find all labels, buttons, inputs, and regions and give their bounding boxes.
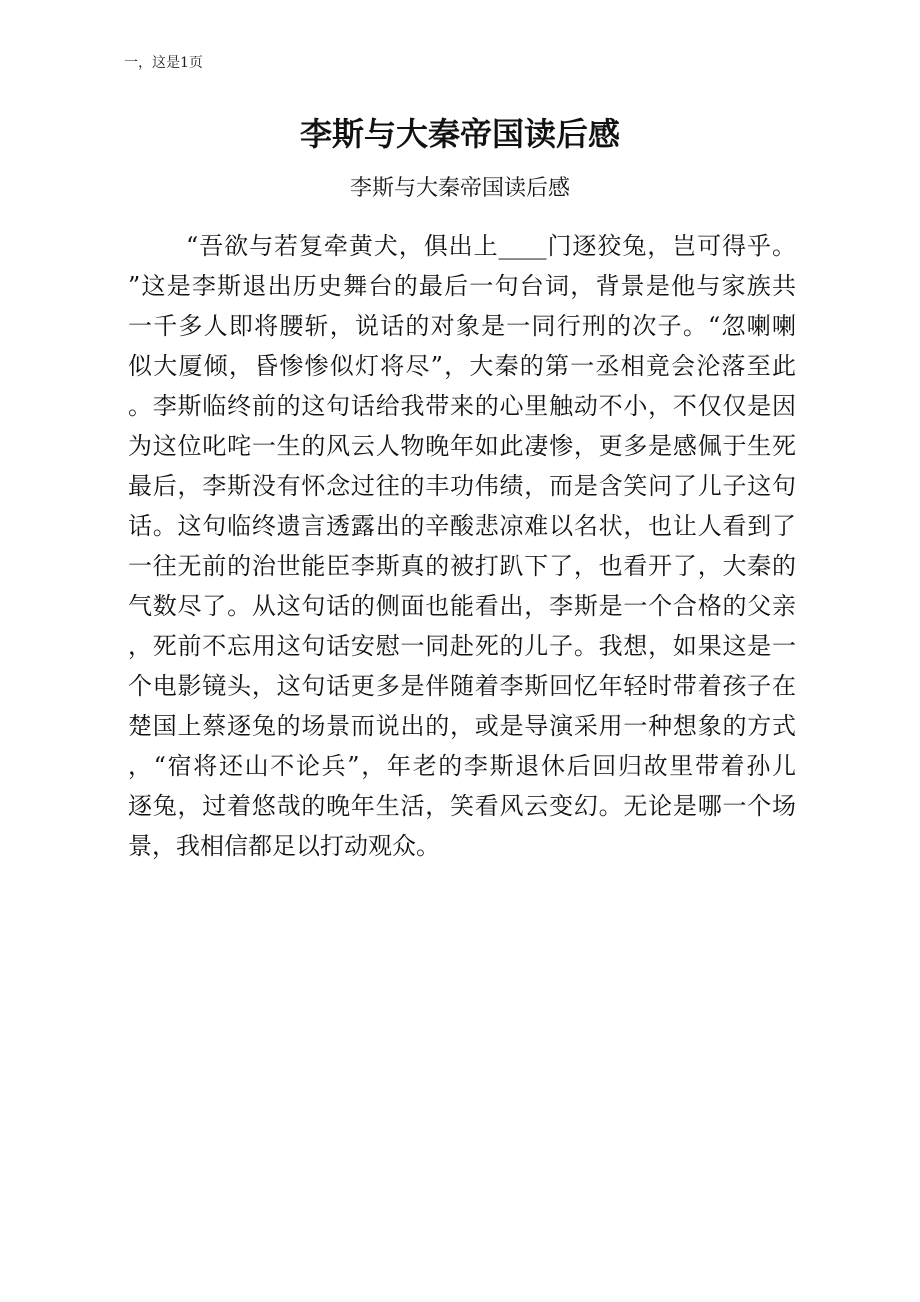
body-line: 话。这句临终遗言透露出的辛酸悲凉难以名状，也让人看到了 <box>128 512 796 540</box>
document-subtitle: 李斯与大秦帝国读后感 <box>349 176 570 201</box>
body-line: 。李斯临终前的这句话给我带来的心里触动不小，不仅仅是因 <box>128 392 796 420</box>
body-text <box>128 226 796 866</box>
body-line: 似大厦倾，昏惨惨似灯将尽”，大秦的第一丞相竟会沦落至此 <box>128 352 796 380</box>
body-line: 逐兔，过着悠哉的晚年生活，笑看风云变幻。无论是哪一个场 <box>128 792 796 820</box>
body-line: “吾欲与若复牵黄犬，俱出上____门逐狡兔，岂可得乎。 <box>186 232 796 260</box>
body-line: ，死前不忘用这句话安慰一同赴死的儿子。我想，如果这是一 <box>128 632 796 660</box>
body-line: 最后，李斯没有怀念过往的丰功伟绩，而是含笑问了儿子这句 <box>128 472 796 500</box>
body-line: ，“宿将还山不论兵”，年老的李斯退休后回归故里带着孙儿 <box>128 752 796 780</box>
body-line: 为这位叱咤一生的风云人物晚年如此凄惨，更多是感佩于生死 <box>128 432 796 460</box>
body-line: ”这是李斯退出历史舞台的最后一句台词，背景是他与家族共 <box>128 272 796 300</box>
page-header-note: 一，这是1页 <box>124 55 203 71</box>
body-line: 气数尽了。从这句话的侧面也能看出，李斯是一个合格的父亲 <box>128 592 796 620</box>
body-line: 个电影镜头，这句话更多是伴随着李斯回忆年轻时带着孩子在 <box>128 672 796 700</box>
body-line: 楚国上蔡逐兔的场景而说出的，或是导演采用一种想象的方式 <box>128 712 796 740</box>
body-line: 景，我相信都足以打动观众。 <box>128 832 440 860</box>
body-line: 一往无前的治世能臣李斯真的被打趴下了，也看开了，大秦的 <box>128 552 796 580</box>
body-line: 一千多人即将腰斩，说话的对象是一同行刑的次子。“忽喇喇 <box>128 312 796 340</box>
document-title: 李斯与大秦帝国读后感 <box>299 115 620 153</box>
